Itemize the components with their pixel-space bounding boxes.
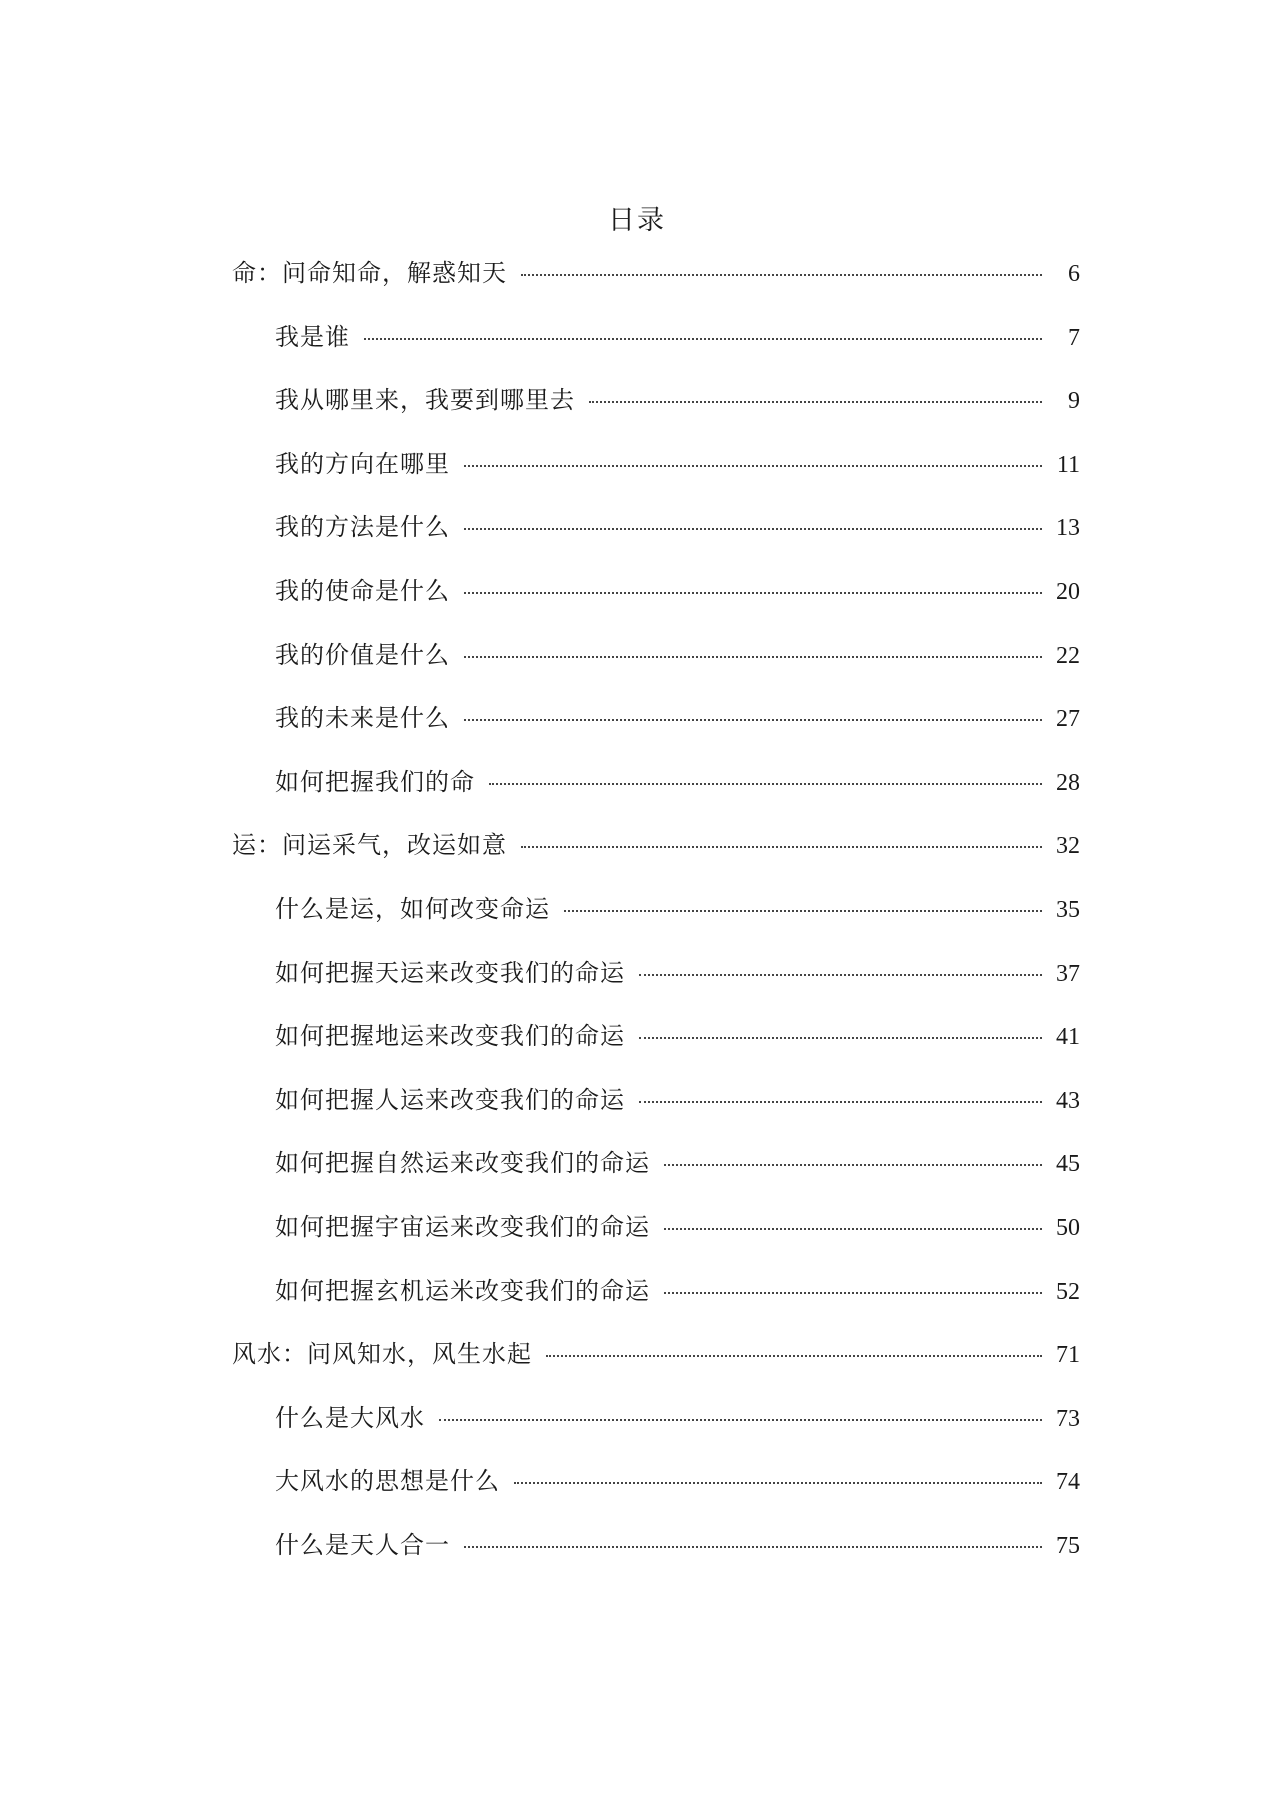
toc-entry-title: 如何把握天运来改变我们的命运 (275, 958, 625, 987)
toc-entry-title: 大风水的思想是什么 (275, 1467, 500, 1496)
toc-entry[interactable] (232, 1276, 1080, 1340)
toc-entry-page: 20 (1056, 578, 1080, 605)
toc-entry-title: 如何把握自然运来改变我们的命运 (275, 1149, 650, 1178)
table-of-contents (232, 258, 1080, 1593)
toc-entry-title: 我是谁 (275, 322, 350, 351)
toc-entry-page: 32 (1056, 833, 1080, 860)
toc-entry-title: 如何把握地运来改变我们的命运 (275, 1022, 625, 1051)
toc-entry-page: 75 (1056, 1532, 1080, 1559)
toc-entry-title: 我的方向在哪里 (275, 449, 450, 478)
dot-leader (664, 1164, 1042, 1166)
toc-entry[interactable] (232, 640, 1080, 704)
toc-entry-page: 74 (1056, 1469, 1080, 1496)
toc-entry-page: 73 (1056, 1405, 1080, 1432)
toc-entry[interactable] (232, 512, 1080, 576)
dot-leader (464, 1546, 1042, 1548)
dot-leader (464, 465, 1042, 467)
toc-entry-title: 我的价值是什么 (275, 640, 450, 669)
toc-entry-title: 如何把握我们的命 (275, 767, 475, 796)
toc-entry-title: 运：问运采气，改运如意 (232, 831, 507, 860)
toc-entry-title: 如何把握玄机运米改变我们的命运 (275, 1276, 650, 1305)
toc-entry[interactable] (232, 703, 1080, 767)
toc-entry-page: 50 (1056, 1214, 1080, 1241)
dot-leader (464, 656, 1042, 658)
dot-leader (664, 1228, 1042, 1230)
toc-entry-title: 命：问命知命，解惑知天 (232, 259, 507, 287)
toc-entry-title: 如何把握人运来改变我们的命运 (275, 1085, 625, 1114)
toc-entry-title: 我从哪里来，我要到哪里去 (275, 386, 575, 415)
toc-entry[interactable] (232, 894, 1080, 958)
toc-entry-page: 52 (1056, 1278, 1080, 1305)
dot-leader (489, 783, 1042, 785)
toc-entry[interactable] (232, 1466, 1080, 1530)
toc-entry[interactable] (232, 385, 1080, 449)
toc-entry[interactable] (232, 322, 1080, 386)
toc-entry-title: 风水：问风知水，风生水起 (232, 1340, 532, 1369)
toc-entry-title: 我的未来是什么 (275, 704, 450, 733)
toc-entry[interactable] (232, 958, 1080, 1022)
dot-leader (521, 274, 1042, 276)
toc-entry[interactable] (232, 576, 1080, 640)
toc-entry-page: 27 (1056, 706, 1080, 733)
dot-leader (464, 592, 1042, 594)
toc-entry[interactable] (232, 1085, 1080, 1149)
toc-entry-title: 什么是大风水 (275, 1403, 425, 1432)
toc-entry-page: 11 (1056, 451, 1080, 478)
toc-entry-page: 9 (1068, 388, 1080, 415)
toc-entry-page: 28 (1056, 769, 1080, 796)
toc-entry[interactable] (232, 830, 1080, 894)
toc-entry-title: 什么是运，如何改变命运 (275, 894, 550, 923)
dot-leader (464, 719, 1042, 721)
dot-leader (464, 528, 1042, 530)
toc-entry-page: 43 (1056, 1087, 1080, 1114)
toc-entry-page: 7 (1068, 324, 1080, 351)
toc-title: 日录 (608, 205, 666, 236)
dot-leader (564, 910, 1042, 912)
dot-leader (589, 401, 1042, 403)
dot-leader (639, 1101, 1042, 1103)
toc-entry-page: 41 (1056, 1024, 1080, 1051)
toc-entry-title: 如何把握宇宙运来改变我们的命运 (275, 1212, 650, 1241)
toc-entry[interactable] (232, 1339, 1080, 1403)
dot-leader (546, 1355, 1042, 1357)
toc-entry[interactable] (232, 449, 1080, 513)
toc-entry[interactable] (232, 258, 1080, 322)
dot-leader (664, 1292, 1042, 1294)
dot-leader (514, 1482, 1042, 1484)
toc-entry-page: 45 (1056, 1151, 1080, 1178)
toc-entry-page: 22 (1056, 642, 1080, 669)
toc-entry[interactable] (232, 1212, 1080, 1276)
toc-entry-page: 6 (1068, 261, 1080, 287)
toc-entry-page: 71 (1056, 1342, 1080, 1369)
dot-leader (521, 846, 1042, 848)
toc-entry-page: 37 (1056, 960, 1080, 987)
toc-entry-title: 我的使命是什么 (275, 576, 450, 605)
dot-leader (439, 1419, 1042, 1421)
toc-entry[interactable] (232, 1403, 1080, 1467)
toc-entry-title: 我的方法是什么 (275, 513, 450, 542)
toc-entry[interactable] (232, 1148, 1080, 1212)
dot-leader (639, 1037, 1042, 1039)
dot-leader (639, 974, 1042, 976)
toc-entry[interactable] (232, 767, 1080, 831)
dot-leader (364, 338, 1042, 340)
toc-entry-title: 什么是天人合一 (275, 1530, 450, 1559)
toc-entry[interactable] (232, 1530, 1080, 1594)
toc-entry-page: 13 (1056, 515, 1080, 542)
toc-entry-page: 35 (1056, 896, 1080, 923)
toc-entry[interactable] (232, 1021, 1080, 1085)
